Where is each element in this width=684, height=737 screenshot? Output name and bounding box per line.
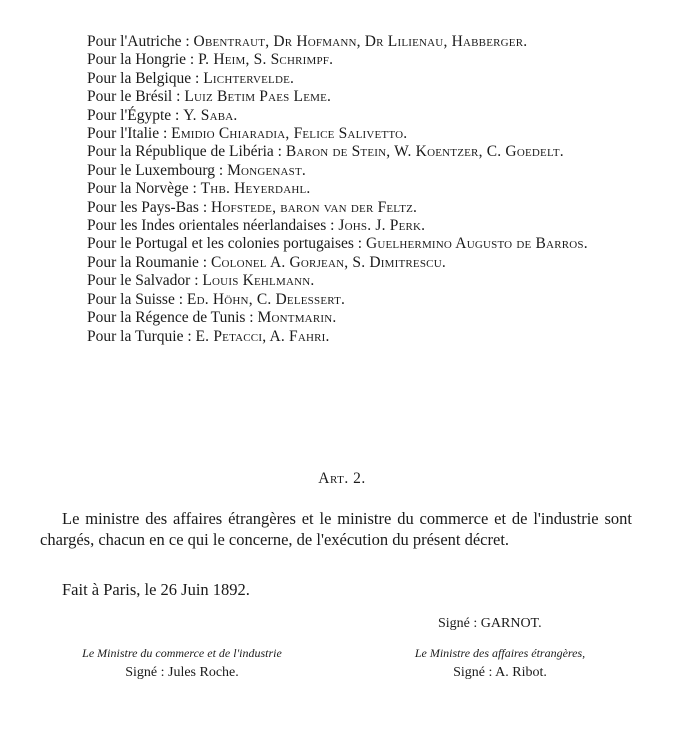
minister-title: Le Ministre des affaires étrangères, (414, 646, 586, 660)
signatory-entry (87, 291, 635, 309)
signatory-names: Louis Kehlmann. (202, 272, 315, 290)
signatory-entry (87, 51, 635, 69)
signatory-names: Obentraut, Dr Hofmann, Dr Lilienau, Habberger. (193, 33, 528, 50)
signatory-names: Baron de Stein, W. Koentzer, C. Goedelt. (285, 143, 564, 161)
signatory-entry (87, 180, 635, 198)
minister-title: Le Ministre du commerce et de l'industrie (82, 646, 282, 660)
signatory-names: Hofstede, baron van der Feltz. (211, 198, 418, 216)
signatory-names: Emidio Chiaradia, Felice Salivetto. (171, 125, 408, 143)
signatories-list (87, 33, 635, 346)
country-label: Pour la Suisse : (87, 290, 187, 308)
country-label: Pour la République de Libéria : (87, 143, 286, 161)
signatory-names: Y. Saba. (183, 106, 238, 124)
signatory-entry (87, 162, 635, 180)
country-label: Pour la Régence de Tunis : (87, 309, 258, 327)
signatory-entry (87, 217, 635, 235)
country-label: Pour l'Italie : (87, 125, 172, 143)
country-label: Pour l'Égypte : (87, 106, 184, 124)
minister-signature: Signé : Jules Roche. (125, 665, 239, 680)
country-label: Pour la Hongrie : (87, 51, 199, 69)
signatory-entry (87, 88, 635, 106)
country-label: Pour le Salvador : (87, 272, 203, 290)
signatory-entry (87, 254, 635, 272)
minister-commerce-block (32, 645, 332, 683)
signatory-entry (87, 33, 635, 51)
country-label: Pour le Luxembourg : (87, 161, 228, 179)
signatory-entry (87, 309, 635, 327)
signatory-names: E. Petacci, A. Fahri. (195, 327, 330, 345)
country-label: Pour la Norvège : (87, 180, 201, 198)
country-label: Pour le Brésil : (87, 88, 185, 106)
article-body: Le ministre des affaires étrangères et le ministre du commerce et de l'industrie sont chargés, chacun en ce qui le concerne, de l'exécution du présent décret. (40, 509, 632, 549)
country-label: Pour le Portugal et les colonies portugaises : (87, 235, 366, 253)
signatory-entry (87, 70, 635, 88)
signatory-names: Mongenast. (227, 161, 306, 179)
country-label: Pour la Turquie : (87, 327, 196, 345)
signatory-names: Luiz Betim Paes Leme. (184, 88, 332, 106)
signatory-entry (87, 328, 635, 346)
country-label: Pour les Indes orientales néerlandaises : (87, 217, 339, 235)
signatory-entry (87, 235, 635, 253)
minister-foreign-affairs-block (350, 645, 650, 683)
signatory-names: Thb. Heyerdahl. (200, 180, 311, 198)
signatory-names: Guelhermino Augusto de Barros. (365, 235, 588, 253)
signatory-entry (87, 125, 635, 143)
minister-signature: Signé : A. Ribot. (453, 665, 547, 680)
signatory-names: Johs. J. Perk. (338, 217, 426, 235)
country-label: Pour l'Autriche : (87, 33, 194, 50)
signatory-names: P. Heim, S. Schrimpf. (198, 51, 334, 69)
signatory-names: Lichtervelde. (203, 69, 295, 87)
signatory-entry (87, 143, 635, 161)
country-label: Pour les Pays-Bas : (87, 198, 211, 216)
country-label: Pour la Roumanie : (87, 253, 211, 271)
signatory-names: Ed. Höhn, C. Delessert. (186, 290, 346, 308)
signatory-entry (87, 272, 635, 290)
signatory-names: Montmarin. (257, 309, 337, 327)
date-line: Fait à Paris, le 26 Juin 1892. (62, 580, 250, 599)
signatory-entry (87, 199, 635, 217)
signatory-names: Colonel A. Gorjean, S. Dimitrescu. (211, 253, 446, 271)
signatory-entry (87, 107, 635, 125)
article-heading: Art. 2. (318, 470, 366, 487)
country-label: Pour la Belgique : (87, 69, 204, 87)
president-signature: Signé : GARNOT. (438, 616, 542, 631)
